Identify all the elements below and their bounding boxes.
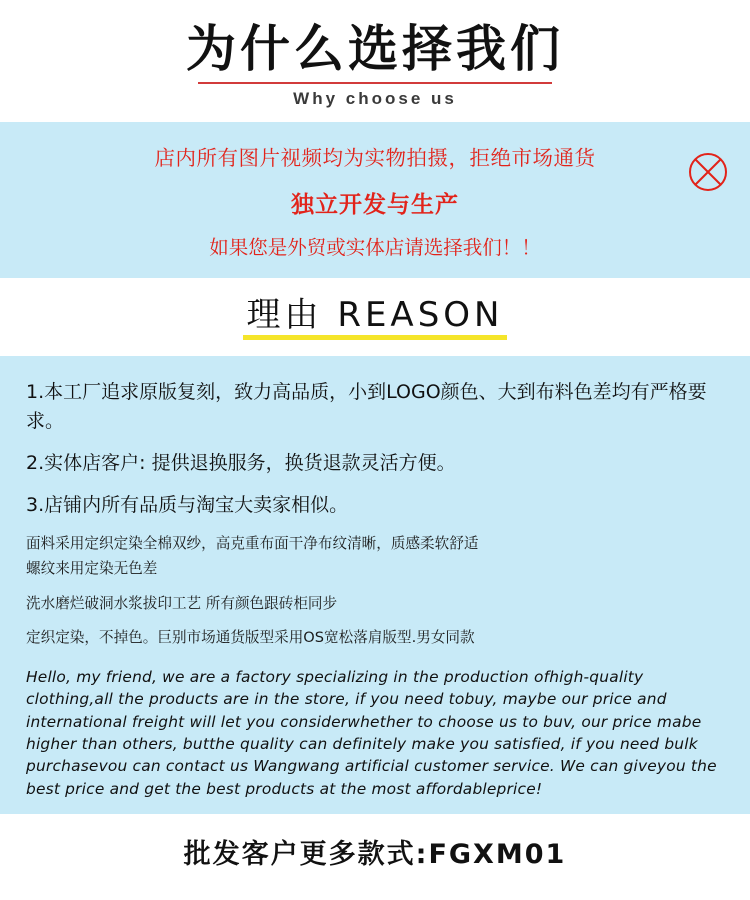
reason-heading: 理由 REASON: [246, 294, 504, 335]
body-detail-1: 面料采用定织定染全棉双纱，高克重布面干净布纹清晰，质感柔软舒适: [26, 534, 479, 552]
reason-underline: [243, 335, 508, 340]
body-detail-4: 定织定染，不掉色。巨别市场通货版型采用OS宽松落肩版型.男女同款: [26, 629, 475, 647]
page-subtitle: Why choose us: [293, 89, 457, 108]
body-numbered-1: 1.本工厂追求原版复刻，致力高品质，小到LOGO颜色、大到布料色差均有严格要求。: [26, 381, 707, 432]
body-numbered-3: 3.店铺内所有品质与淘宝大卖家相似。: [26, 493, 349, 516]
title-underline: [198, 82, 552, 84]
body-detail-3: 洗水磨烂破洞水浆拔印工艺 所有颜色跟砖柜同步: [26, 594, 338, 612]
page-title: 为什么选择我们: [186, 20, 564, 78]
footer-wholesale-code: 批发客户更多款式:FGXM01: [183, 838, 567, 870]
reason-heading-section: [0, 278, 750, 356]
body-english-paragraph: Hello, my friend, we are a factory specializing in the production ofhigh-quality clothing,all the products are in the store, if you need tobuy, maybe our price and international freight will let you considerwhether to choose us to buv, our price mabe higher than others, butthe quality can definitely make you satisfied, if you need bulk purchasevou can contact us Wangwang artificial customer service. We can giveyou the best price and get the best products at the most affordableprice!: [26, 668, 717, 798]
intro-section: [0, 122, 750, 278]
reason-heading-wrap: [243, 294, 508, 340]
body-numbered-2: 2.实体店客户: 提供退换服务，换货退款灵活方便。: [26, 451, 456, 474]
intro-line-2: 独立开发与生产: [291, 191, 459, 218]
header-section: [0, 0, 750, 122]
intro-line-1: 店内所有图片视频均为实物拍摄，拒绝市场通货: [154, 146, 596, 170]
circle-x-icon: [688, 152, 728, 192]
intro-line-3: 如果您是外贸或实体店请选择我们！！: [209, 235, 541, 259]
footer-section: [0, 814, 750, 891]
body-detail-2: 螺纹来用定染无色差: [26, 560, 158, 578]
body-section: [0, 356, 750, 814]
